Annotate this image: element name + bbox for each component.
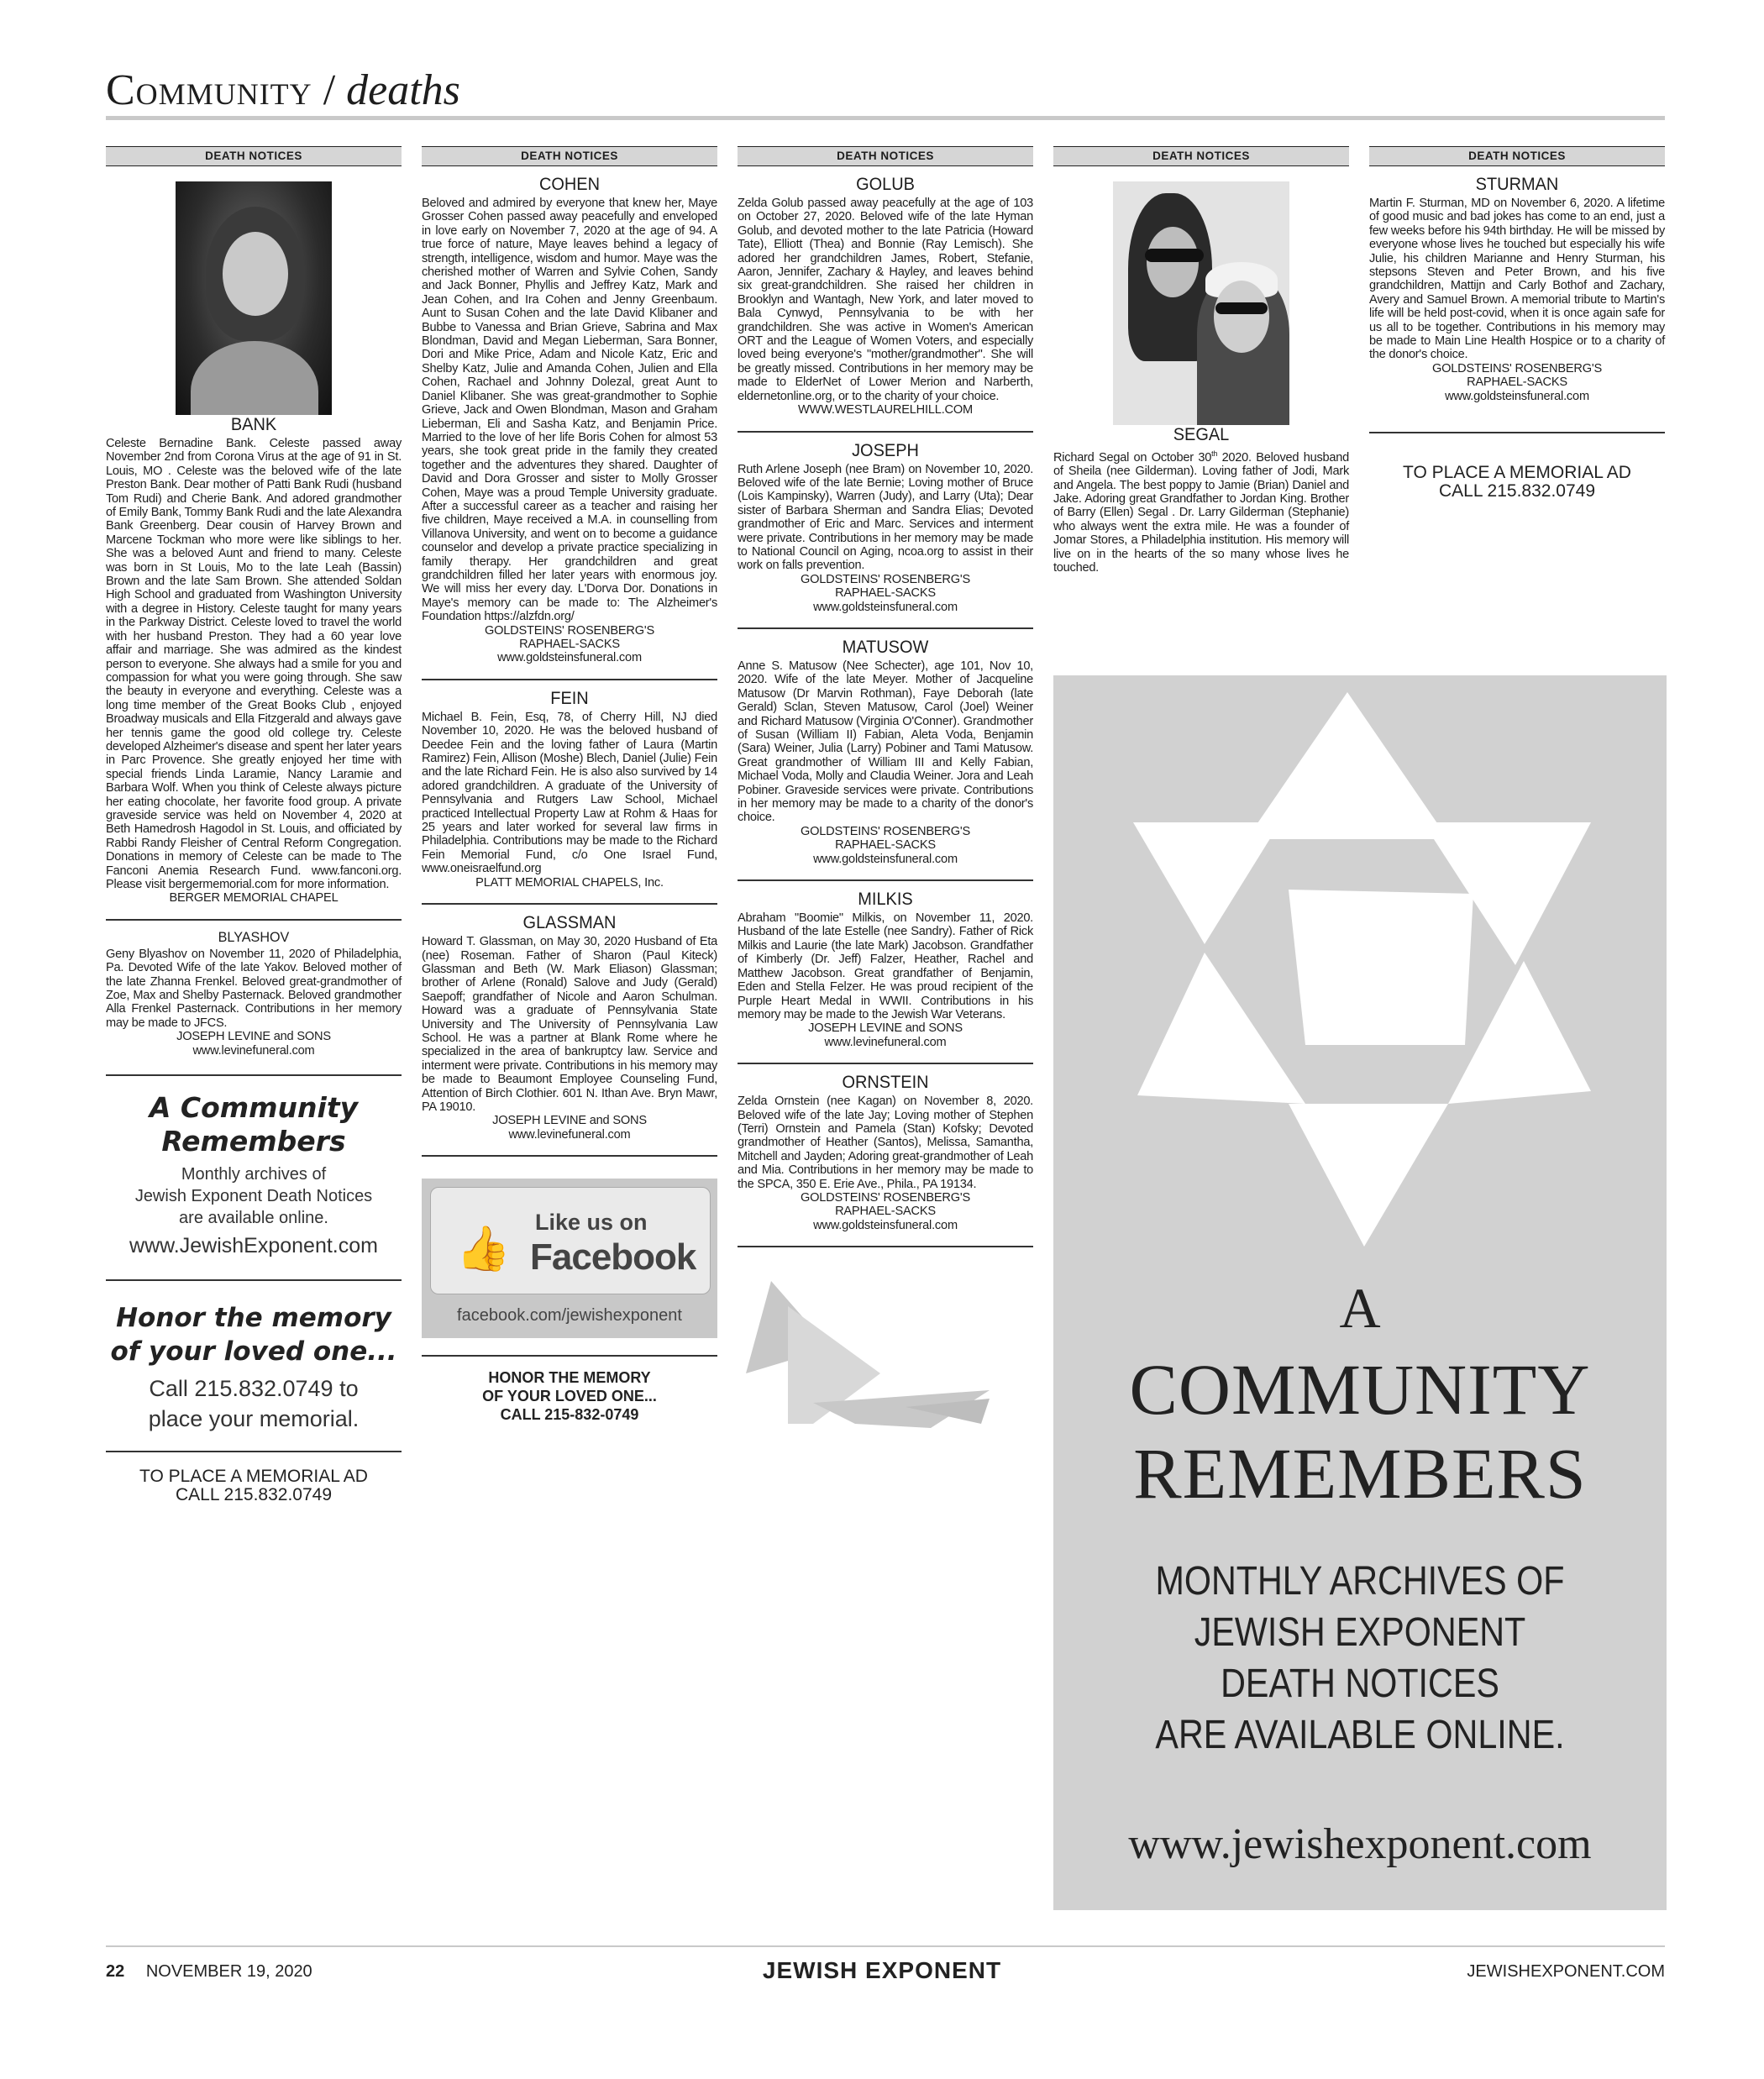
notice-name: MATUSOW: [842, 637, 929, 657]
place-ad-line: TO PLACE A MEMORIAL AD: [139, 1467, 368, 1487]
funeral-home: RAPHAEL-SACKS: [835, 586, 936, 601]
promo-title: A Community: [149, 1091, 359, 1125]
notice-name: GOLUB: [856, 175, 915, 194]
facebook-name: Facebook: [530, 1236, 696, 1278]
notice-name: BANK: [230, 415, 277, 434]
notice-fein: [422, 689, 717, 890]
divider: [106, 1279, 402, 1281]
divider: [422, 1355, 717, 1357]
column-3: [738, 146, 1033, 1453]
place-ad-line: TO PLACE A MEMORIAL AD: [1403, 463, 1631, 483]
funeral-home: JOSEPH LEVINE and SONS: [176, 1030, 331, 1044]
bank-photo: [176, 181, 332, 415]
funeral-home: RAPHAEL-SACKS: [835, 838, 936, 853]
divider: [738, 627, 1033, 629]
divider: [738, 1246, 1033, 1247]
notice-text: Anne S. Matusow (Nee Schecter), age 101, Nov 10, 2020. Wife of the late Meyer. Mother of Jacqueline Matusow (Dr Marvin Rothman), Faye Deborah (late Gerald) Sclan, Steven Matusow, Carol (Joel) Weiner and Richard Matusow (Virginia O'Conner). Grandmother of Susan (William II) Fabian, Aleta Voda, Benjamin (Sara) Weiner, Julia (Larry) Pobiner and Tami Matusow. Great grandmother of William III and Kelly Fabian, Michael Voda, Molly and Claudia Weiner. Jora and Leah Pobiner. Graveside services were private. Contributions in her memory may be made to a charity of the donor's choice.: [738, 659, 1033, 825]
header-rule: [106, 116, 1665, 120]
funeral-home-url: www.goldsteinsfuneral.com: [813, 600, 958, 614]
divider: [738, 1063, 1033, 1064]
promo-text: are available online.: [179, 1209, 328, 1228]
ad-archive-line: MONTHLY ARCHIVES OF: [1155, 1559, 1565, 1604]
death-notices-bar: DEATH NOTICES: [1053, 146, 1349, 166]
death-notices-bar: DEATH NOTICES: [1369, 146, 1665, 166]
funeral-home: GOLDSTEINS' ROSENBERG'S: [1431, 361, 1603, 375]
honor-memory-promo: [106, 1301, 402, 1434]
honor-line: HONOR THE MEMORY: [488, 1369, 651, 1387]
funeral-home: GOLDSTEINS' ROSENBERG'S: [800, 824, 971, 838]
column-5: [1369, 146, 1665, 501]
notice-text: [1053, 447, 1349, 575]
notice-text: Howard T. Glassman, on May 30, 2020 Husband of Eta (nee) Roseman. Father of Sharon (Paul Kiteck) Glassman and Beth (W. Mark Eliason) Glassman; brother of Arlene (Ronald) Salove and Judy (Gerald) Saepoff; grandfather of Nicole and Aaron Schulman. Howard was a graduate of Pennsylvania State University and The University of Pennsylvania Law School. He was a partner at Blank Rome where he specialized in the area of bankruptcy law. Service and interment were private. Contributions in his memory may be made to Beaumont Employee Counseling Fund, Attention of Birch Clothier. 601 N. Ithan Ave. Bryn Mawr, PA 19010.: [422, 935, 717, 1114]
divider: [1369, 432, 1665, 433]
notice-text: Michael B. Fein, Esq, 78, of Cherry Hill, NJ died November 10, 2020. He was the beloved husband of Deedee Fein and the loving father of Laura (Martin Ramirez) Fein, Allison (Moshe) Blech, Daniel (Julie) Fein and the late Richard Fein. He is also also survived by 14 adored grandchildren. A graduate of the University of Pennsylvania and Rutgers Law School, Michael practiced Intellectual Property Law at Rohm & Haas for 25 years and later worked for several law firms in Philadelphia. Contributions may be made to the Richard Fein Memorial Fund, c/o One Israel Fund, www.oneisraelfund.org: [422, 710, 717, 876]
notice-glassman: [422, 913, 717, 1142]
honor-line: OF YOUR LOVED ONE...: [482, 1388, 657, 1405]
notice-milkis: [738, 890, 1033, 1049]
funeral-home-url: www.goldsteinsfuneral.com: [813, 852, 958, 866]
issue-date: NOVEMBER 19, 2020: [145, 1962, 312, 1981]
funeral-home: GOLDSTEINS' ROSENBERG'S: [800, 1190, 971, 1205]
place-ad: [106, 1467, 402, 1504]
star-of-david-icon: [738, 1256, 1033, 1449]
divider: [106, 1074, 402, 1076]
notice-text: Zelda Golub passed away peacefully at the age of 103 on October 27, 2020. Beloved wife of the late Hyman Golub, and devoted mother to the late Patricia (Howard Tate), Elliott (Thea) and Bonnie (Ray Lemisch). She adored her grandchildren James, Robert, Stefanie, Aaron, Jennifer, Zachary & Hayley, and leaves behind six great-grandchildren. She raised her children in Brooklyn and Wantagh, New York, and later moved to Bala Cynwyd, Pennsylvania to be with her grandchildren. She was active in Women's American ORT and the League of Women Voters, and especially loved being everyone's "mother/grandmother". She will be greatly missed. Contributions in her memory may be made to ElderNet of Lower Merion and Narberth, eldernetonline.org, or to the charity of your choice.: [738, 197, 1033, 403]
funeral-home: RAPHAEL-SACKS: [519, 638, 620, 651]
honor-memory-notice: [422, 1368, 717, 1424]
notice-cohen: [422, 175, 717, 665]
funeral-home-url: www.goldsteinsfuneral.com: [497, 651, 642, 665]
column-1: [106, 146, 402, 1504]
notice-name: ORNSTEIN: [842, 1073, 929, 1093]
notice-text-part: 2020. Beloved husband of Sheila (nee Gilderman). Loving father of Jodi, Mark and Angela. The best poppy to Jamie (Brian) Daniel and Jake. Adoring great Grandfather to Jordan King. Brother of Barry (Ellen) Segal . Dr. Larry Gilderman (Stephanie) who always went the extra mile. He was a founder of Jomar Stores, a Philadelphia institution. His memory will live on in the hearts of the so many whose lives he touched.: [1053, 450, 1349, 575]
death-notices-bar: DEATH NOTICES: [106, 146, 402, 166]
death-notices-bar: DEATH NOTICES: [422, 146, 717, 166]
section-separator: /: [323, 66, 347, 114]
facebook-like-label: Like us on: [535, 1210, 648, 1236]
notice-name: COHEN: [538, 175, 601, 194]
ad-url[interactable]: www.jewishexponent.com: [1128, 1820, 1592, 1868]
column-2: [422, 146, 717, 1424]
divider: [422, 1155, 717, 1157]
community-remembers-promo[interactable]: [106, 1091, 402, 1259]
notice-joseph: [738, 441, 1033, 614]
funeral-home: GOLDSTEINS' ROSENBERG'S: [800, 572, 971, 586]
section-subtitle: deaths: [346, 66, 460, 114]
facebook-url[interactable]: facebook.com/jewishexponent: [457, 1306, 682, 1326]
promo-title: Remembers: [161, 1125, 346, 1158]
promo-url[interactable]: www.JewishExponent.com: [129, 1234, 378, 1258]
ad-archive-text: [1096, 1556, 1624, 1761]
honor-title: Honor the memory: [116, 1303, 391, 1334]
notice-text: Geny Blyashov on November 11, 2020 of Philadelphia, Pa. Devoted Wife of the late Yakov. Beloved mother of the late Zhanna Frenkel. Beloved great-grandmother of Zoe, Max and Shelby Pasternack. Beloved grandmother Alla Frenkel Pasternack. Contributions in her memory may be made to JFCS.: [106, 947, 402, 1030]
funeral-home: JOSEPH LEVINE and SONS: [808, 1021, 963, 1036]
funeral-home-url: www.levinefuneral.com: [824, 1035, 947, 1049]
divider: [738, 879, 1033, 881]
funeral-home: PLATT MEMORIAL CHAPELS, Inc.: [475, 875, 664, 890]
paper-name: JEWISH EXPONENT: [762, 1957, 1002, 1983]
column-4: [1053, 146, 1349, 575]
funeral-home-url: www.goldsteinsfuneral.com: [813, 1218, 958, 1232]
honor-phone: CALL 215-832-0749: [500, 1406, 639, 1424]
funeral-home: JOSEPH LEVINE and SONS: [492, 1114, 647, 1128]
ad-title-community: COMMUNITY: [1129, 1349, 1591, 1430]
place-ad-phone: CALL 215.832.0749: [175, 1485, 333, 1505]
notice-name: BLYASHOV: [218, 928, 290, 945]
funeral-home: RAPHAEL-SACKS: [1467, 375, 1567, 390]
facebook-promo[interactable]: [422, 1179, 717, 1338]
page-number: 22: [106, 1962, 125, 1981]
ad-archive-line: DEATH NOTICES: [1221, 1662, 1499, 1706]
star-of-david-icon: [1053, 675, 1667, 1263]
notice-text: Martin F. Sturman, MD on November 6, 2020. A lifetime of good music and bad jokes has come to an end, just a few weeks before his 94th birthday. He will be missed by everyone whose lives he touched but especially his wife Julie, his children Marianne and Henry Sturman, his stepsons Steven and Peter Brown, and his five grandchildren, Mattijn and Carly Bothof and Zachary, Avery and Samuel Brown. A memorial tribute to Martin's life will be held post-covid, when it is once again safe for us all to be together. Contributions in his memory may be made to Main Line Health Hospice or to a charity of the donor's choice.: [1369, 197, 1665, 362]
notice-ornstein: [738, 1073, 1033, 1232]
divider: [738, 431, 1033, 433]
footer-left: [106, 1962, 312, 1982]
notice-text-sup: th: [1211, 449, 1218, 458]
death-notices-bar: DEATH NOTICES: [738, 146, 1033, 166]
notice-name: MILKIS: [858, 890, 913, 910]
notice-text: Ruth Arlene Joseph (nee Bram) on November 10, 2020. Beloved wife of the late Bernie; Loving mother of Bruce (Lois Kampinsky), Warren (Judy), and Larry (Uta); Dear sister of Barbara Sherman and Sandra Elias; Devoted grandmother of Eric and Marc. Services and interment were private. Contributions in her memory may be made to National Council on Aging, ncoa.org to assist in their work on falls prevention.: [738, 462, 1033, 573]
notice-text: Celeste Bernadine Bank. Celeste passed away November 2nd from Corona Virus at the age of 91 in St. Louis, MO . Celeste was the beloved wife of the late Preston Bank. Dear mother of Patti Bank Rudi (husband Tom Rudi) and Cherie Bank. And adored grandmother of Emily Bank, Tommy Bank Rudi and the late Alexandra Bank Greenberg. Dear cousin of Harvey Brown and Marcene Tockman who more were like siblings to her. She was a beloved Aunt and friend to many. Celeste was born in St Louis, Mo to the late Leah (Bassin) Brown and the late Sam Brown. She attended Soldan High School and graduated from Washington University with a degree in History. Celeste taught for many years in the Parkway District. Celeste loved to travel the world with her husband Preston. They had a 60 year love affair and marriage. She was admired as the kindest person to everyone. She always had a smile for you and compassion for what you were going through. She saw the beauty in everyone and everything. Celeste was a long time member of the Great Books Club , enjoyed Broadway musicals and Ella Fitzgerald and always gave her tennis game the good old college try. Celeste developed Alzheimer's disease and spent her later years in Parc Provence. She greatly enjoyed her time with special friends Linda Laramie, Nancy Laramie and Barbara Wolf. When you think of Celeste always picture her eating chocolate, her favorite food group. A private graveside service was held on November 4, 2020 at Beth Hamedrosh Hagodol in St. Louis, and officiated by Rabbi Randy Fleisher of Central Reform Congregation. Donations in memory of Celeste can be made to The Fanconi Anemia Research Fund. www.fanconi.org. Please visit bergermemorial.com for more information.: [106, 437, 402, 891]
section-title: Community: [106, 66, 312, 114]
ad-archive-line: ARE AVAILABLE ONLINE.: [1155, 1713, 1565, 1757]
ad-title-a: A: [1339, 1276, 1381, 1340]
notice-text: Zelda Ornstein (nee Kagan) on November 8, 2020. Beloved wife of the late Jay; Loving mother of Stephen (Terri) Ornstein and Pamela (Stan) Kofsky; Devoted grandmother of Heather (Santos), Melissa, Samantha, Mitchell and Jayden; Adoring great-grandmother of Leah and Mia. Contributions in her memory may be made to the SPCA, 350 E. Erie Ave., Phila., PA 19134.: [738, 1095, 1033, 1191]
funeral-home: RAPHAEL-SACKS: [835, 1205, 936, 1219]
honor-title: of your loved one...: [110, 1336, 397, 1368]
notice-name: JOSEPH: [852, 440, 919, 460]
divider: [422, 679, 717, 680]
community-remembers-ad[interactable]: [1053, 675, 1667, 1910]
divider: [422, 903, 717, 905]
notice-text: Beloved and admired by everyone that knew her, Maye Grosser Cohen passed away peacefully and enveloped in love early on November 7, 2020 at the age of 94. A true force of nature, Maye leaves behind a legacy of strength, intelligence, wisdom and humor. Maye was the cherished mother of Warren and Sylvie Cohen, Sandy and Jack Bonner, Phyllis and Jeffrey Katz, Mark and Jean Cohen, and Ira Cohen and Jenny Greenbaum. Aunt to Susan Cohen and the late David Klibaner and Bubbe to Vanessa and Brian Grieve, Sabrina and Max Blondman, David and Megan Lieberman, Sara Bonner, Dori and Mike Price, Adam and Nicole Katz, Eric and Shelby Katz, Julie and Amanda Cohen, Julien and Ella Cohen, Rachael and Johnny Dolezal, great Aunt to Daniel Klibaner. She was great-grandmother to Sophie Grieve, Jack and Owen Blondman, Mason and Graham Lieberman, Eli and Sasha Katz, and Benjamin Price. Married to the love of her life Boris Cohen for almost 53 years, she took great pride in the family they created together and the adventures they shared. Daughter of David and Dora Grosser and sister to Molly Grosser Cohen, Maye was a proud Temple University graduate. After a successful career as a teacher and raising her five children, Maye received a M.A. in counselling from Villanova University, and went on to become a guidance counselor and develop a private practice specializing in family therapy. Her grandchildren and great grandchildren filled her later years with enormous joy. We will miss her every day. L'Dorva Dor. Donations in Maye's memory can be made to: The Alzheimer's Foundation https://alzfdn.org/: [422, 197, 717, 624]
divider: [106, 1451, 402, 1452]
section-header: [106, 66, 1668, 115]
honor-text: place your memorial.: [148, 1406, 360, 1432]
funeral-home: BERGER MEMORIAL CHAPEL: [169, 891, 339, 906]
funeral-home-url: www.goldsteinsfuneral.com: [1445, 389, 1589, 403]
funeral-home-url: www.levinefuneral.com: [192, 1043, 315, 1058]
ad-archive-line: JEWISH EXPONENT: [1194, 1610, 1526, 1655]
place-ad: [1369, 464, 1665, 501]
honor-text: Call 215.832.0749 to: [149, 1376, 359, 1402]
promo-text: Jewish Exponent Death Notices: [134, 1187, 373, 1206]
funeral-home: GOLDSTEINS' ROSENBERG'S: [484, 623, 655, 638]
place-ad-phone: CALL 215.832.0749: [1438, 481, 1596, 501]
divider: [106, 919, 402, 921]
notice-matusow: [738, 638, 1033, 866]
notice-name: STURMAN: [1475, 175, 1559, 194]
site-url[interactable]: JEWISHEXPONENT.COM: [1467, 1962, 1665, 1981]
promo-text: Monthly archives of: [181, 1165, 327, 1184]
funeral-home-url: www.levinefuneral.com: [508, 1127, 631, 1142]
notice-text: Abraham "Boomie" Milkis, on November 11, 2020. Husband of the late Estelle (nee Sandry). Father of Rick Milkis and Laurie (the late Mark) Jacobson. Grandfather of Kimberly (Dr. Jeff) Falzer, Heather, Rachel and Matthew Jacobson. Great grandfather of Benjamin, Eden and Stella Felzer. He was proud recipient of the Purple Heart Medal in WWII. Contributions in his memory may be made to the Jewish War Veterans.: [738, 911, 1033, 1021]
notice-sturman: [1369, 175, 1665, 403]
segal-photo: [1113, 181, 1289, 425]
funeral-home-url: WWW.WESTLAURELHILL.COM: [797, 403, 974, 417]
notice-text-part: Richard Segal on October 30: [1053, 450, 1212, 465]
facebook-button[interactable]: [430, 1187, 711, 1294]
notice-segal: [1053, 425, 1349, 575]
notice-name: SEGAL: [1173, 425, 1230, 444]
footer-rule: [106, 1945, 1665, 1947]
notice-blyashov: [106, 929, 402, 1058]
notice-name: GLASSMAN: [522, 913, 617, 933]
thumbs-up-icon: 👍: [456, 1225, 511, 1274]
notice-golub: [738, 175, 1033, 417]
notice-name: FEIN: [550, 688, 589, 708]
notice-bank: [106, 415, 402, 906]
ad-title-remembers: REMEMBERS: [1133, 1433, 1587, 1514]
